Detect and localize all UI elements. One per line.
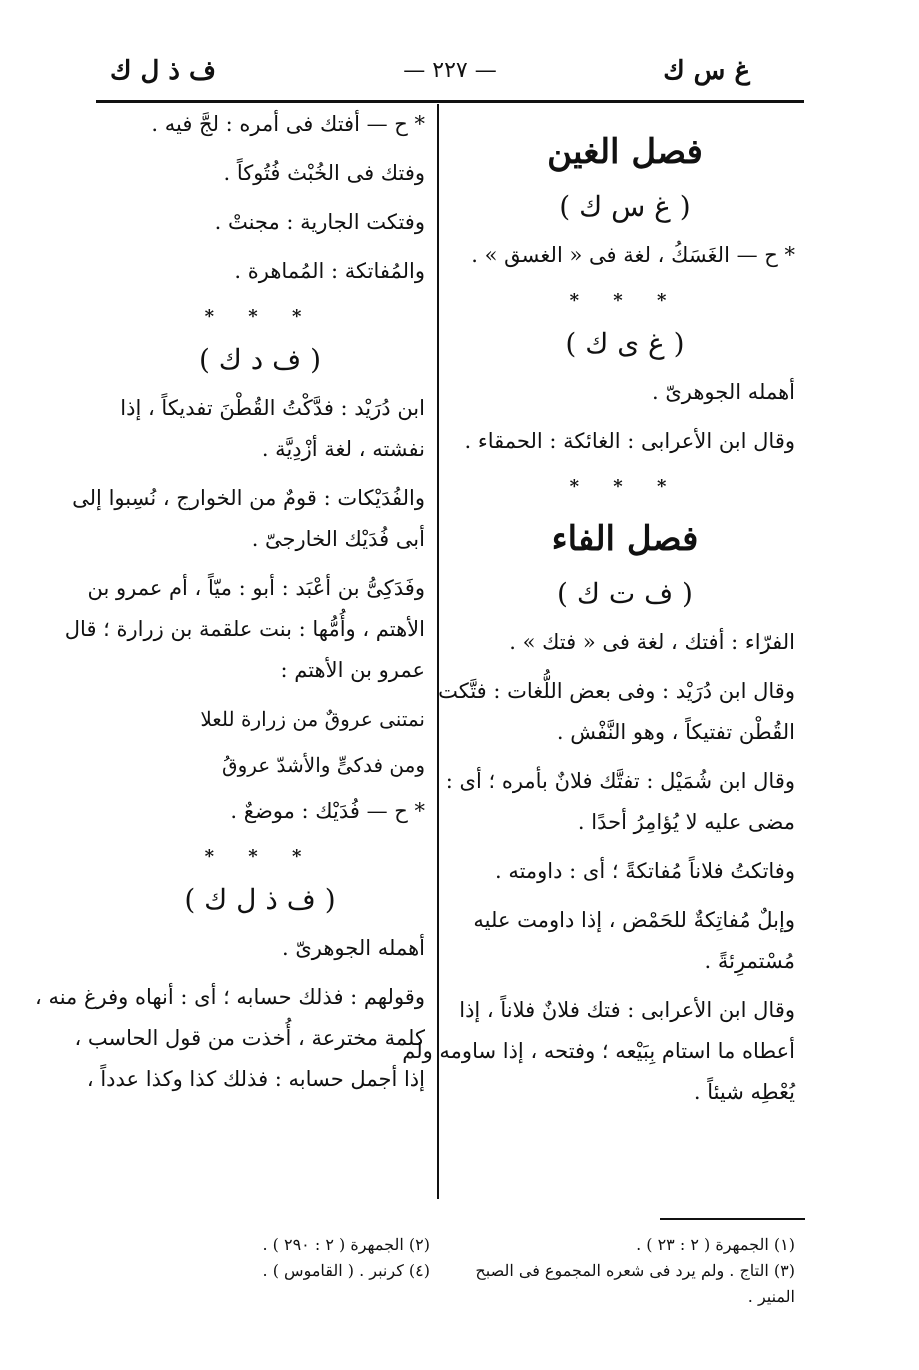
footnote: (٢) الجمهرة ( ٢ : ٢٩٠ ) . bbox=[262, 1235, 430, 1254]
entry-line: وقال ابن دُرَيْد : وفى بعض اللُّغات : فتَّكت bbox=[438, 679, 795, 703]
page-header bbox=[100, 50, 800, 100]
section-title: فصل الفاء bbox=[551, 519, 699, 559]
entry-line: * ح — أفتك فى أمره : لجَّ فيه . bbox=[151, 112, 425, 136]
left-column bbox=[35, 110, 425, 1114]
entry-line: والفُدَيْكات : قومٌ من الخوارج ، نُسِبوا إلى bbox=[72, 486, 425, 510]
root-heading: ( غ س ك ) bbox=[559, 190, 691, 223]
header-rule bbox=[96, 100, 804, 103]
entry-line: * ح — الغَسَكُ ، لغة فى « الغسق » . bbox=[471, 243, 795, 267]
entry-line: أهمله الجوهرىّ . bbox=[281, 936, 425, 960]
header-root-left: ف ذ ل ك bbox=[110, 56, 217, 86]
poem-verse: نمتنى عروقٌ من زرارة للعلا bbox=[200, 707, 425, 731]
entry-line: وقولهم : فذلك حسابه ؛ أى : أنهاه وفرغ منه ، bbox=[35, 985, 425, 1009]
footnotes-left bbox=[175, 1232, 430, 1284]
root-heading: ( ف ذ ل ك ) bbox=[184, 883, 336, 916]
entry-line: مضى عليه لا يُؤامِرُ أحدًا . bbox=[577, 810, 795, 834]
root-heading: ( غ ى ك ) bbox=[565, 327, 685, 360]
section-title: فصل الغين bbox=[547, 132, 703, 172]
root-heading: ( ف د ك ) bbox=[198, 343, 322, 376]
entry-line: ابن دُرَيْد : فدَّكْتُ القُطْنَ تفديكاً ، إذا bbox=[120, 396, 425, 420]
separator-stars: * * * bbox=[569, 476, 681, 497]
entry-line: وفَدَكِىُّ بن أعْبَد : أبو : ميّاً ، أم عمرو بن bbox=[87, 576, 425, 600]
poem-verse: ومن فدكىٍّ والأشدّ عروقُ bbox=[222, 753, 425, 777]
entry-line: نفشته ، لغة أزْدِيَّة . bbox=[261, 437, 425, 461]
footnote: (٤) كرنبر . ( القاموس ) . bbox=[262, 1261, 430, 1280]
entry-line: يُعْطِه شيئاً . bbox=[693, 1080, 795, 1104]
entry-line: وقال ابن الأعرابى : فتك فلانٌ فلاناً ، إذا bbox=[459, 998, 795, 1022]
root-heading: ( ف ت ك ) bbox=[557, 577, 693, 610]
right-column bbox=[402, 110, 795, 1127]
entry-line: وفتكت الجارية : مجنتْ . bbox=[214, 210, 425, 234]
entry-line: أعطاه ما استام بِبَيْعه ؛ وفتحه ، إذا ساومه ولم bbox=[402, 1039, 795, 1063]
entry-line: والمُفاتكة : المُماهرة . bbox=[234, 259, 425, 283]
header-root-right: غ س ك bbox=[663, 56, 750, 86]
entry-line: عمرو بن الأهتم : bbox=[280, 658, 425, 682]
entry-line: مُسْتمرِئةً . bbox=[704, 949, 795, 973]
entry-line: الفرّاء : أفتك ، لغة فى « فتك » . bbox=[509, 630, 795, 654]
separator-stars: * * * bbox=[204, 306, 316, 327]
entry-line: وفاتكتُ فلاناً مُفاتكةً ؛ أى : داومته . bbox=[494, 859, 795, 883]
entry-line: وإبلٌ مُفاتِكةٌ للحَمْض ، إذا داومت عليه bbox=[473, 908, 795, 932]
entry-line: وفتك فى الخُبْث فُتُوكاً . bbox=[223, 161, 425, 185]
footnote-rule bbox=[660, 1218, 805, 1220]
entry-line: وقال ابن شُمَيْل : تفتَّك فلانٌ بأمره ؛ أى : bbox=[445, 769, 795, 793]
separator-stars: * * * bbox=[569, 290, 681, 311]
page-number: — ٢٢٧ — bbox=[403, 58, 497, 83]
entry-line: أهمله الجوهرىّ . bbox=[651, 380, 795, 404]
column-divider bbox=[437, 104, 439, 1199]
separator-stars: * * * bbox=[204, 846, 316, 867]
entry-line: وقال ابن الأعرابى : الغائكة : الحمقاء . bbox=[464, 429, 795, 453]
footnote: (١) الجمهرة ( ٢ : ٢٣ ) . bbox=[636, 1235, 795, 1254]
entry-line: أبى فُدَيْك الخارجىّ . bbox=[251, 527, 425, 551]
footnotes-right bbox=[455, 1232, 795, 1310]
entry-line: كلمة مخترعة ، أُخذت من قول الحاسب ، bbox=[74, 1026, 425, 1050]
entry-line: إذا أجمل حسابه : فذلك كذا وكذا عدداً ، bbox=[86, 1067, 425, 1091]
entry-line: الأهتم ، وأُمُّها : بنت علقمة بن زرارة ؛ قال bbox=[64, 617, 425, 641]
entry-line: القُطْن تفتيكاً ، وهو النَّفْش . bbox=[556, 720, 795, 744]
entry-line: * ح — فُدَيْك : موضعٌ . bbox=[230, 799, 425, 823]
footnote: (٣) التاج . ولم يرد فى شعره المجموع فى الصبح المنير . bbox=[475, 1261, 795, 1306]
